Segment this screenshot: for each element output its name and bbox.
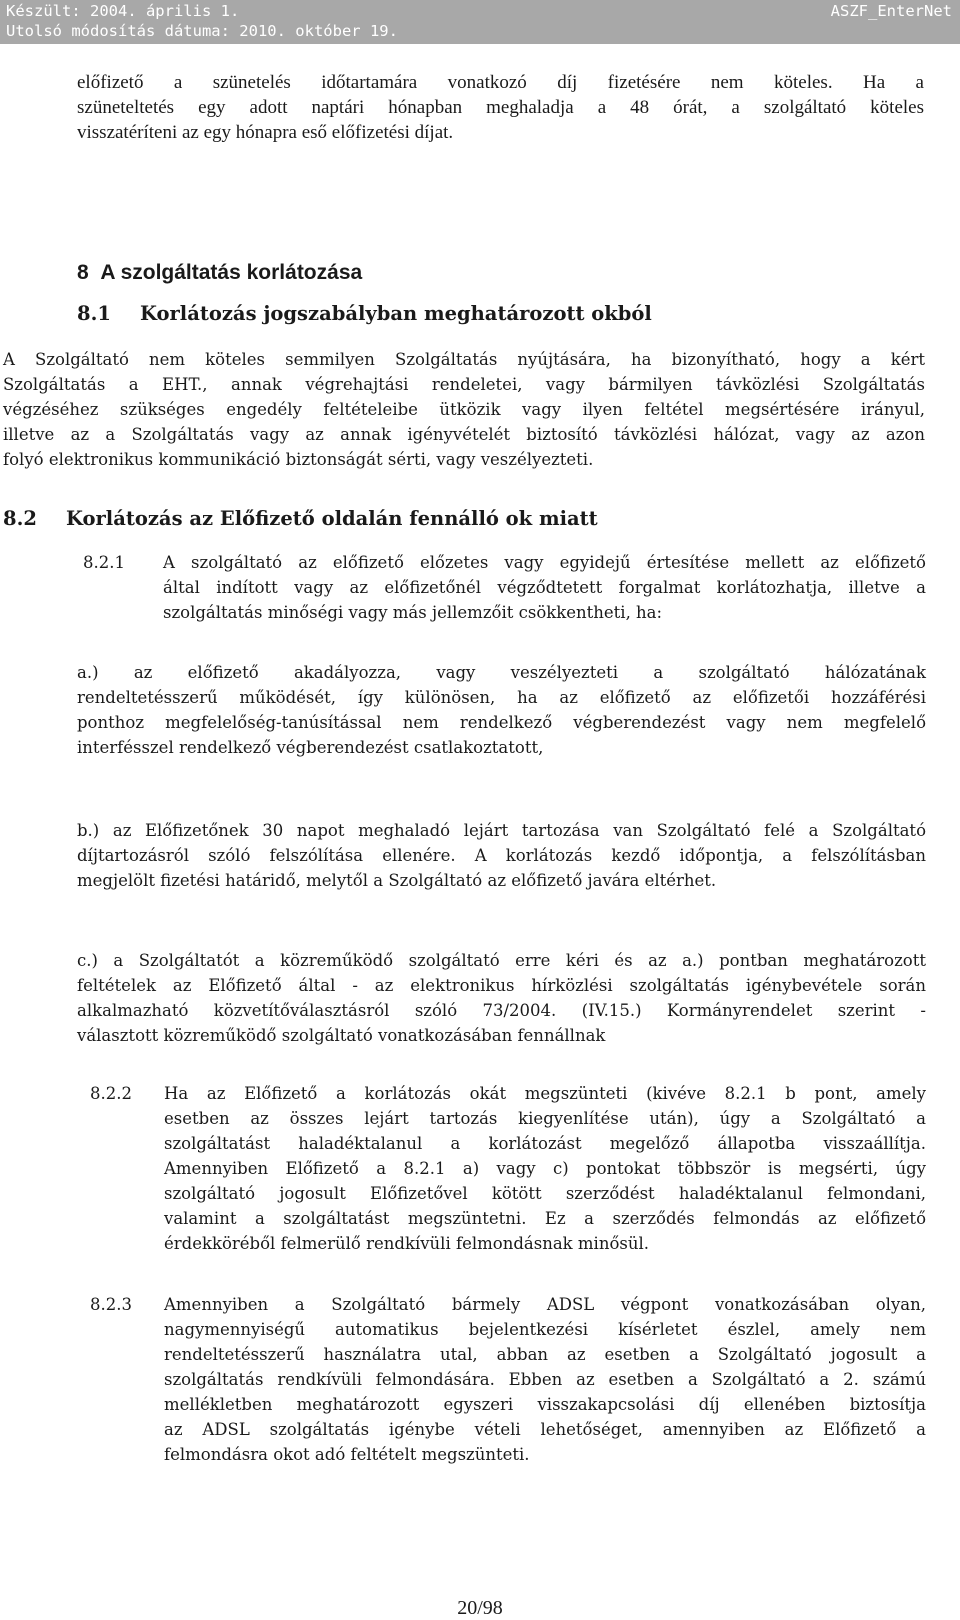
paragraph-number: 8.2.3 [90,1295,132,1314]
section-number: 8 [77,261,89,284]
text-line: alkalmazható közvetítőválasztásról szóló 73/2004. (IV.15.) Kormányrendelet szerint - [77,1001,926,1020]
text-line: Amennyiben Előfizető a 8.2.1 a) vagy c) pontokat többször is megsérti, úgy [164,1159,926,1178]
section-8-1-body [0,347,960,472]
page-header [0,0,960,44]
item-a [77,660,926,760]
section-8-heading [77,258,362,288]
text-line: szolgáltató jogosult Előfizetővel kötött szerződést haladéktalanul felmondani, [164,1184,926,1203]
section-title: Korlátozás jogszabályban meghatározott okból [140,302,652,325]
section-number: 8.1 [77,302,111,325]
text-line: Ha az Előfizető a korlátozás okát megszünteti (kivéve 8.2.1 b pont, amely [164,1084,926,1103]
text-line: visszatéríteni az egy hónapra eső előfizetési díjat. [77,122,454,143]
section-title: A szolgáltatás korlátozása [100,261,363,284]
document-name: ASZF_EnterNet [830,2,952,20]
text-line: felmondásra okot adó feltételt megszünteti. [164,1445,530,1464]
text-line: szüneteltetés egy adott naptári hónapban meghaladja a 48 órát, a szolgáltató köteles [77,97,924,118]
header-dates [6,1,398,41]
text-line: A Szolgáltató nem köteles semmilyen Szolgáltatás nyújtására, ha bizonyítható, hogy a kért [3,350,925,369]
text-line: c.) a Szolgáltatót a közreműködő szolgáltató erre kéri és az a.) pontban meghatározott [77,951,926,970]
text-line: rendeltetésszerű működését, így különösen, ha az előfizető az előfizetői hozzáférési [77,688,926,707]
text-line: mellékletben meghatározott egyszeri visszakapcsolási díj ellenében biztosítja [164,1395,926,1414]
text-line: rendeltetésszerű használatra utal, abban az esetben a Szolgáltató jogosult a [164,1345,926,1364]
text-line: A szolgáltató az előfizető előzetes vagy egyidejű értesítése mellett az előfizető [163,553,926,572]
section-number: 8.2 [3,507,37,530]
text-line: folyó elektronikus kommunikáció biztonságát sérti, vagy veszélyezteti. [3,450,594,469]
item-c [77,948,926,1048]
text-line: szolgáltatás minőségi vagy más jellemzőit csökkentheti, ha: [163,603,663,622]
section-title: Korlátozás az Előfizető oldalán fennálló ok miatt [66,507,598,530]
text-line: által indított vagy az előfizetőnél végződtetett forgalmat korlátozhatja, illetve a [163,578,926,597]
text-line: megjelölt fizetési határidő, melytől a Szolgáltató az előfizető javára eltérhet. [77,871,717,890]
section-8-2-3 [90,1292,926,1467]
text-line: nagymennyiségű automatikus bejelentkezési kísérletet észlel, amely nem [164,1320,926,1339]
item-b [77,818,926,893]
paragraph-number: 8.2.1 [83,553,125,572]
section-8-2-2 [90,1081,926,1256]
text-line: ponthoz megfelelőség-tanúsítással nem rendelkező végberendezést vagy nem megfelelő [77,713,926,732]
section-8-1-heading [77,300,652,328]
section-8-2-heading [3,505,598,533]
paragraph-number: 8.2.2 [90,1084,132,1103]
text-line: szolgáltatást haladéktalanul a korlátozást megelőző állapotba visszaállítja. [164,1134,926,1153]
text-line: érdekköréből felmerülő rendkívüli felmondásnak minősül. [164,1234,650,1253]
text-line: választott közreműködő szolgáltató vonatkozásában fennállnak [77,1026,606,1045]
page-number: 20/98 [457,1597,503,1619]
text-line: Amennyiben a Szolgáltató bármely ADSL végpont vonatkozásában olyan, [164,1295,926,1314]
text-line: szolgáltatás rendkívüli felmondására. Ebben az esetben a Szolgáltató a 2. számú [164,1370,926,1389]
intro-paragraph [77,70,924,145]
text-line: a.) az előfizető akadályozza, vagy veszélyezteti a szolgáltató hálózatának [77,663,926,682]
text-line: valamint a szolgáltatást megszüntetni. Ez a szerződés felmondás az előfizető [164,1209,926,1228]
text-line: interfésszel rendelkező végberendezést csatlakoztatott, [77,738,544,757]
text-line: díjtartozásról szóló felszólítása ellenére. A korlátozás kezdő időpontja, a felszólításban [77,846,926,865]
text-line: Szolgáltatás a EHT., annak végrehajtási rendeletei, vagy bármilyen távközlési Szolgáltatás [3,375,925,394]
text-line: az ADSL szolgáltatás igénybe vételi lehetőséget, amennyiben az Előfizető a [164,1420,926,1439]
text-line: esetben az összes lejárt tartozás kiegyenlítése után), úgy a Szolgáltató a [164,1109,926,1128]
text-line: előfizető a szünetelés időtartamára vonatkozó díj fizetésére nem köteles. Ha a [77,72,924,93]
section-8-2-1 [83,550,926,625]
text-line: b.) az Előfizetőnek 30 napot meghaladó lejárt tartozása van Szolgáltató felé a Szolgáltató [77,821,926,840]
created-date: Készült: 2004. április 1. [6,2,240,20]
text-line: feltételek az Előfizető által - az elektronikus hírközlési szolgáltatás igénybevétele során [77,976,926,995]
modified-date: Utolsó módosítás dátuma: 2010. október 19. [6,22,398,40]
text-line: végzéséhez szükséges engedély feltételeibe ütközik vagy ilyen feltétel megsértésére irányul, [3,400,925,419]
text-line: illetve az a Szolgáltatás vagy az annak igényvételét biztosító távközlési hálózat, vagy az azon [3,425,925,444]
